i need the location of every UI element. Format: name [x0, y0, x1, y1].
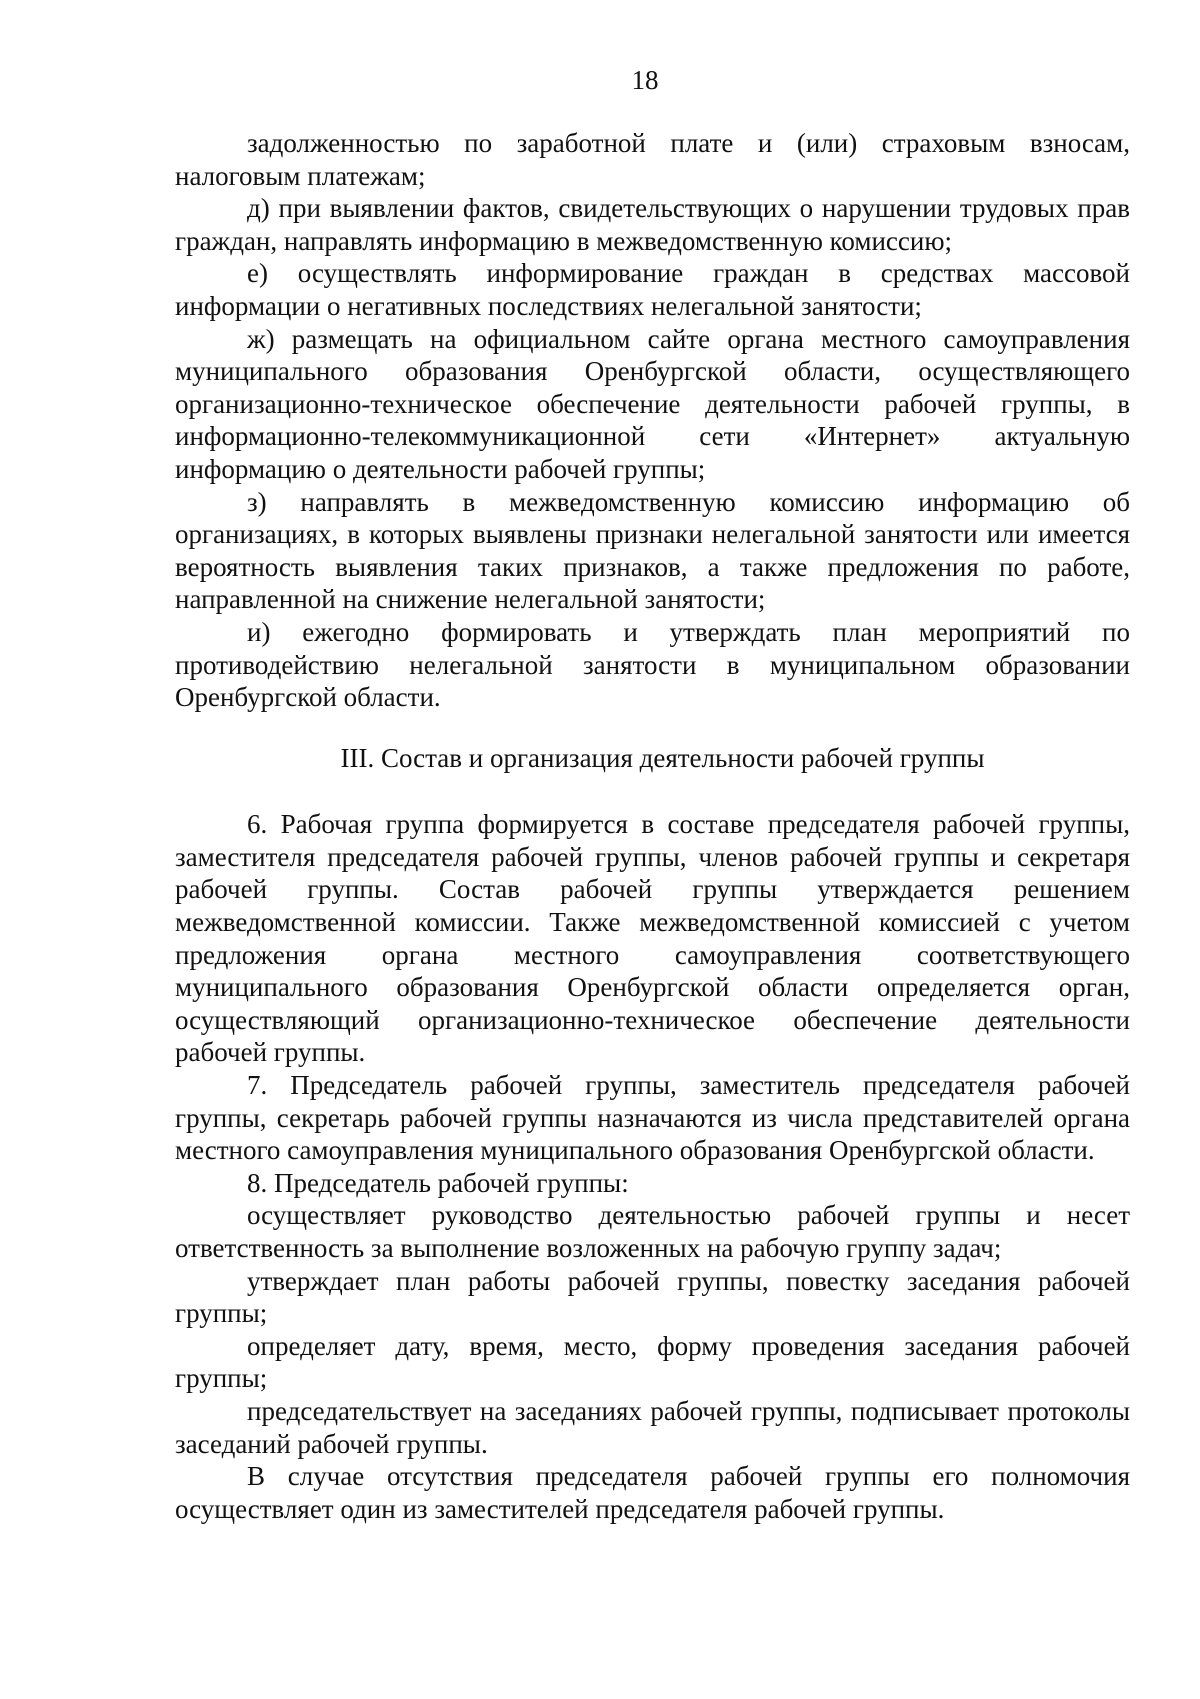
paragraph-item-zh: ж) размещать на официальном сайте органа местного самоуправления муниципального образования Оренбургской области, осуществляющего организационно-техническое обеспечение деятельности рабочей группы, в информационно-телекоммуникационной сети «Интернет» актуальную информацию о деятельности рабочей группы;	[175, 323, 1130, 484]
paragraph-7: 7. Председатель рабочей группы, заместитель председателя рабочей группы, секретарь рабочей группы назначаются из числа представителей органа местного самоуправления муниципального образования Оренбургской области.	[175, 1070, 1130, 1166]
paragraph-8: 8. Председатель рабочей группы:	[247, 1167, 629, 1198]
chair-duty-set-meeting: определяет дату, время, место, форму проведения заседания рабочей группы;	[175, 1330, 1130, 1394]
paragraph-item-e: е) осуществлять информирование граждан в средствах массовой информации о негативных последствиях нелегальной занятости;	[175, 258, 1130, 321]
document-body	[175, 127, 1130, 1525]
page-number: 18	[631, 65, 659, 95]
paragraph-item-z: з) направлять в межведомственную комиссию информацию об организациях, в которых выявлены признаки нелегальной занятости или имеется вероятность выявления таких признаков, а также предложения по работе, направленной на снижение нелегальной занятости;	[175, 486, 1130, 615]
chair-duty-approve-plan: утверждает план работы рабочей группы, повестку заседания рабочей группы;	[175, 1265, 1130, 1329]
paragraph-item-i: и) ежегодно формировать и утверждать план мероприятий по противодействию нелегальной занятости в муниципальном образовании Оренбургской области.	[175, 616, 1130, 713]
chair-duty-leadership: осуществляет руководство деятельностью рабочей группы и несет ответственность за выполнение возложенных на рабочую группу задач;	[175, 1200, 1130, 1263]
section-heading: III. Состав и организация деятельности рабочей группы	[340, 742, 985, 773]
paragraph-continuation: задолженностью по заработной плате и (или) страховым взносам, налоговым платежам;	[175, 128, 1130, 191]
chair-duty-preside: председательствует на заседаниях рабочей группы, подписывает протоколы заседаний рабочей группы.	[175, 1395, 1130, 1459]
paragraph-6: 6. Рабочая группа формируется в составе председателя рабочей группы, заместителя председателя рабочей группы, членов рабочей группы и секретаря рабочей группы. Состав рабочей группы утверждается решением межведомственной комиссии. Также межведомственной комиссией с учетом предложения органа местного самоуправления соответствующего муниципального образования Оренбургской области определяется орган, осуществляющий организационно-техническое обеспечение деятельности рабочей группы.	[175, 809, 1130, 1068]
paragraph-chair-absence: В случае отсутствия председателя рабочей группы его полномочия осуществляет один из заместителей председателя рабочей группы.	[175, 1461, 1130, 1524]
paragraph-item-d: д) при выявлении фактов, свидетельствующих о нарушении трудовых прав граждан, направлять информацию в межведомственную комиссию;	[175, 193, 1130, 256]
